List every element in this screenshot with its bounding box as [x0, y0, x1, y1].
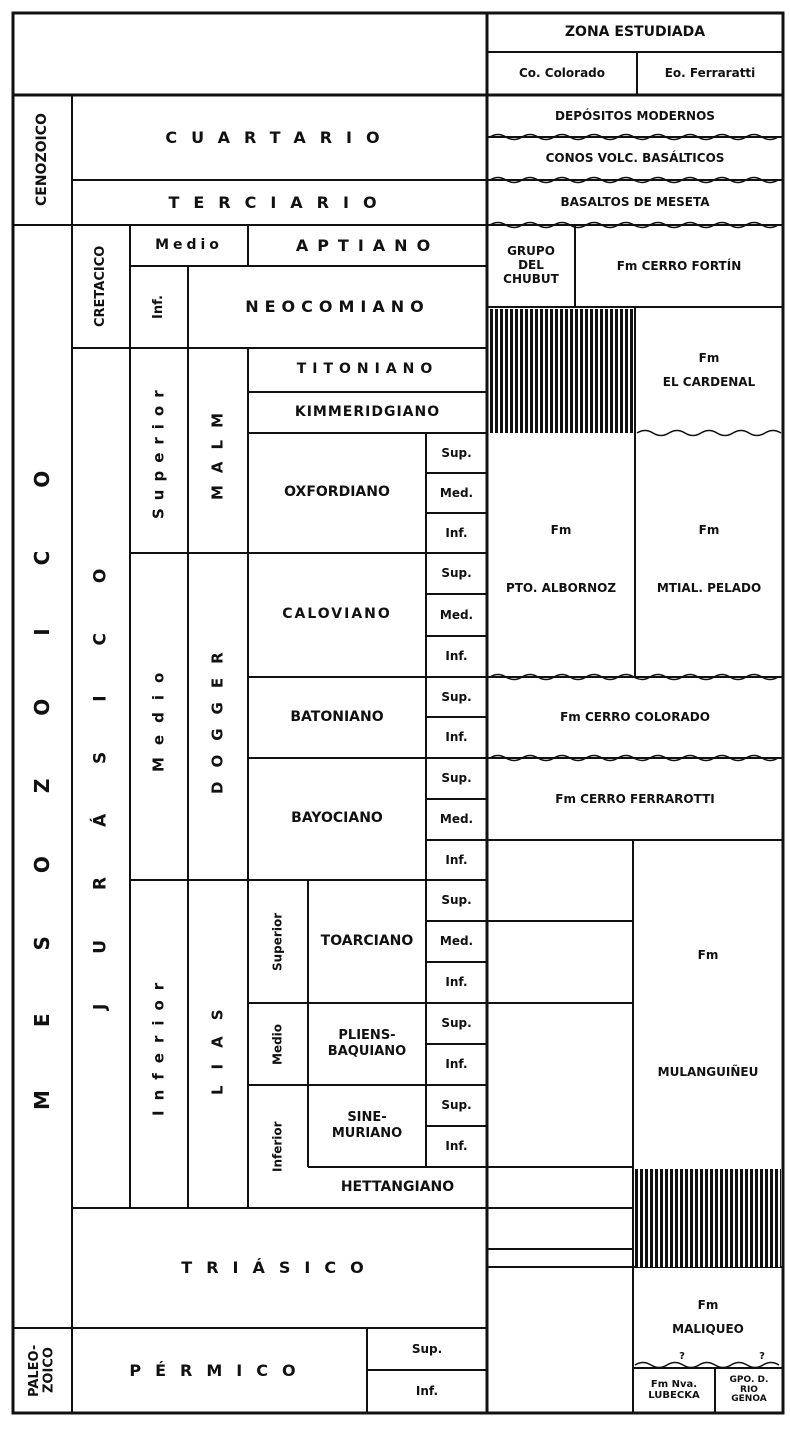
formation-pto-albornoz: PTO. ALBORNOZ: [505, 580, 617, 595]
formation-nva-lubecka: Fm Nva. LUBECKA: [648, 1379, 700, 1401]
stage-titoniano: TITONIANO: [296, 361, 439, 378]
formation-maliqueo: Fm MALIQUEO: [672, 1298, 744, 1336]
sub-sup: Sup.: [411, 1341, 443, 1356]
formation-conos-volcanicos: CONOS VOLC. BASÁLTICOS: [545, 151, 725, 165]
sub-inf: Inf.: [445, 525, 468, 540]
sub-sup: Sup.: [441, 1016, 472, 1030]
stage-oxfordiano: OXFORDIANO: [284, 484, 390, 501]
formation-depositos-modernos: DEPÓSITOS MODERNOS: [555, 108, 715, 123]
sub-med: Med.: [439, 934, 474, 948]
formation-cerro-colorado: Fm CERRO COLORADO: [560, 710, 710, 724]
sub-sup: Sup.: [441, 689, 472, 704]
era-paleozoico: PALEO- ZOICO: [27, 1344, 57, 1397]
sub-inf: Inf.: [445, 649, 468, 663]
lias-inferior: Inferior: [270, 1121, 285, 1172]
hatch-block-upper: [489, 309, 633, 433]
column-eo-ferraratti: Eo. Ferraratti: [664, 66, 756, 80]
formation-cerro-fortin: Fm CERRO FORTÍN: [616, 258, 742, 273]
period-cuartario: CUARTARIO: [165, 127, 394, 147]
formation-fm-label: Fm: [697, 947, 719, 962]
zona-estudiada-heading: ZONA ESTUDIADA: [564, 23, 706, 40]
epoch-superior: Superior: [149, 382, 168, 519]
stage-aptiano: APTIANO: [295, 235, 440, 255]
formation-el-cardenal: Fm EL CARDENAL: [662, 351, 756, 389]
period-jurasico: J U R Á S I C O: [90, 546, 111, 1010]
stage-toarciano: TOARCIANO: [320, 932, 414, 949]
series-malm: MALM: [208, 400, 227, 501]
sub-inf: Inf.: [445, 975, 468, 989]
era-mesozoico: M E S O Z O I C O: [30, 442, 54, 1111]
question-mark: ?: [679, 1350, 685, 1362]
series-lias: LIAS: [208, 993, 227, 1095]
formation-fm-label: Fm: [550, 522, 572, 537]
epoch-inferior: Inferior: [149, 972, 168, 1116]
sub-inf: Inf.: [445, 1139, 468, 1153]
sub-inf: Inf.: [445, 1057, 468, 1071]
series-dogger: DOGGER: [208, 638, 227, 795]
sub-med: Med.: [439, 607, 474, 622]
lias-medio: Medio: [270, 1023, 285, 1065]
sub-med: Med.: [439, 485, 474, 500]
column-co-colorado: Co. Colorado: [518, 66, 606, 80]
period-cretacico: CRETACICO: [92, 245, 108, 328]
epoch-inf-cretacico: Inf.: [150, 295, 166, 319]
sub-sup: Sup.: [441, 566, 472, 580]
formation-cerro-ferrarotti: Fm CERRO FERRAROTTI: [555, 791, 715, 806]
stage-sinemuriano: SINE- MURIANO: [331, 1109, 403, 1141]
period-triasico: TRIÁSICO: [181, 1258, 378, 1277]
formation-mtial-pelado: MTIAL. PELADO: [656, 580, 762, 595]
era-cenozoico: CENOZOICO: [33, 113, 50, 207]
sub-sup: Sup.: [441, 1098, 472, 1112]
stage-bayociano: BAYOCIANO: [291, 810, 383, 827]
stage-neocomiano: NEOCOMIANO: [245, 297, 430, 316]
stage-kimmeridgiano: KIMMERIDGIANO: [294, 403, 441, 420]
sub-sup: Sup.: [441, 771, 472, 785]
epoch-medio: Medio: [149, 660, 168, 773]
stage-hettangiano: HETTANGIANO: [340, 1178, 455, 1195]
sub-inf: Inf.: [445, 852, 468, 867]
question-mark: ?: [759, 1350, 765, 1362]
hatch-block-lower: [635, 1169, 781, 1267]
lias-superior: Superior: [270, 912, 285, 971]
epoch-medio-cretacico: Medio: [155, 236, 223, 253]
formation-basaltos-meseta: BASALTOS DE MESETA: [560, 195, 710, 209]
stage-pliensbaquiano: PLIENS- BAQUIANO: [327, 1027, 407, 1059]
sub-sup: Sup.: [441, 445, 472, 460]
formation-fm-label: Fm: [698, 522, 720, 537]
stage-batoniano: BATONIANO: [290, 708, 384, 725]
period-terciario: TERCIARIO: [168, 192, 391, 212]
formation-mulanguineu: MULANGUIÑEU: [657, 1064, 759, 1079]
sub-inf: Inf.: [415, 1384, 439, 1398]
sub-sup: Sup.: [441, 893, 472, 907]
stage-caloviano: CALOVIANO: [282, 606, 392, 623]
sub-inf: Inf.: [445, 730, 468, 744]
formation-grupo-chubut: GRUPO DEL CHUBUT: [503, 244, 559, 286]
formation-rio-genoa: GPO. D. RIO GENOA: [729, 1375, 769, 1405]
sub-med: Med.: [439, 812, 474, 826]
period-permico: PÉRMICO: [129, 1360, 310, 1380]
